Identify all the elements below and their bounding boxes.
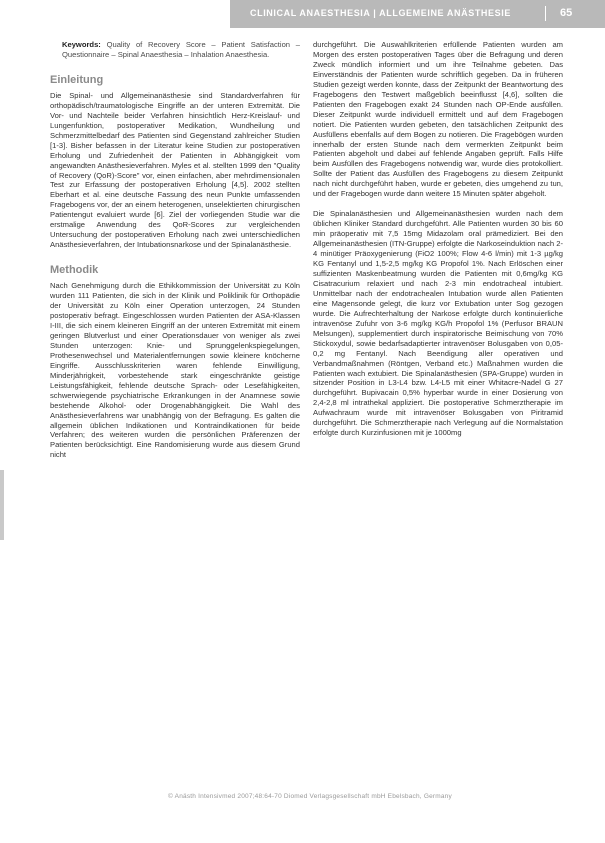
intro-heading: Einleitung [50,73,104,86]
intro-paragraph: Die Spinal- und Allgemeinanästhesie sind Standardverfahren für orthopädisch/traumatologische Eingriffe an der unteren Extremität. Die Vor- und Nachteile beider Verfahren hinsichtlich Herz-Kreislauf- und Lungenfunktion, postoperativer Medikation, Wundheilung und Schmerzmittelbedarf des Patienten sind Gegenstand zahlreicher Studien [1-3]. Bisher befassen in der Literatur keine Studien zur postoperativen Erholung und Zufriedenheit der Patienten in Abhängigkeit vom angewandten Anästhesieverfahren. Myles et al. stellten 1999 den "Quality of Recovery (QoR)-Score" vor, einen einfachen, aber mehrdimensionalen Test zur Erfassung der postoperativen Erholung [4,5]. 2002 stellten Eberhart et al. eine deutsche Fassung des neun Punkte umfassenden Fragebogens vor, der an einem heterogenen, unselektierten chirurgischen Patientengut evaluiert wurde [6]. Ziel der vorliegenden Studie war die erstmalige Anwendung des QoR-Scores zur vergleichenden Untersuchung der postoperativen Erholung nach zwei unterschiedlichen Anästhesieverfahren, der Intubationsnarkose und der Spinalanästhesie. [50,90,300,250]
copyright-footer: © Anästh Intensivmed 2007;48:64-70 Diomed Verlagsgesellschaft mbH Ebelsbach, Germany [168,793,452,800]
anaesthesia-paragraph: Die Spinalanästhesien und Allgemeinanästhesien wurden nach dem üblichen Kliniker Standard durchgeführt. Alle Patienten wurden 30 bis 60 min präoperativ mit 7,5 15mg Midazolam oral prämediziert. Bei den Allgemeinanästhesien (ITN-Gruppe) erfolgte die Narkoseinduktion nach 2-4 minütiger Präoxygenierung (FiO2 100%; Flow 4-6 l/min) mit 1-3 µg/kg KG Fentanyl und 1,5-2,5 mg/kg KG Propofol 1%. Nach Erlöschen einer suffizienten Maskenbeatmung wurden die Patienten mit 0,6mg/kg KG Cisatracurium relaxiert und nach 2-3 min endotracheal intubiert. Unmittelbar nach der endotrachealen Intubation wurde allen Patienten eine Magensonde gelegt, die kurz vor Extubation unter Sog gezogen wurde. Die Aufrechterhaltung der Narkose erfolgte durch kontinuierliche intravenöse Zufuhr von 3-6 mg/kg KG/h Propofol 1% (Perfusor BRAUN Melsungen), supplementiert durch inspiratorische Beimischung von 70% Stickoxydul, sowie bedarfsadaptierter intravenöser Bolusgaben von 0,05-0,2 mg Fentanyl. Nach Beendigung aller operativen und Verbandmaßnahmen (Röntgen, Verband etc.) Maßnahmen wurden die Patienten wach extubiert. Die Spinalanästhesien (SPA-Gruppe) wurden in sitzender Position in L3-L4 bzw. L4-L5 mit einer Whitacre-Nadel G 27 durchgeführt. Bupivacain 0,5% hyperbar wurde in einer Dosierung von 2,4-2,8 ml intrathekal appliziert. Die postoperative Schmerztherapie im Aufwachraum wurde mit intravenöser Bolusgaben von Piritramid durchgeführt. Die Schmerztherapie nach Verlegung auf die Normalstation erfolgte durch Kurzinfusionen mit je 1000mg [313,209,563,438]
paragraph-spacer [313,199,563,209]
journal-title: CLINICAL ANAESTHESIA | ALLGEMEINE ANÄSTHESIE [250,8,511,18]
journal-header-bar [230,0,605,28]
page-number: 65 [560,7,573,19]
right-column [313,40,563,438]
left-column [50,40,300,460]
keywords-label: Keywords: [62,40,101,49]
keywords-text: Quality of Recovery Score – Patient Satisfaction – Questionnaire – Spinal Anaesthesia – Inhalation Anaesthesia. [62,40,300,59]
methods-paragraph: Nach Genehmigung durch die Ethikkommission der Universität zu Köln wurden 111 Patienten, die sich in der Klinik und Poliklinik für Orthopädie der Universität zu Köln einer Operation unterzogen, 24 Stunden postoperativ befragt. Eingeschlossen wurden Patienten der ASA-Klassen I-III, die sich einem kleineren Eingriff an der unteren Extremität mit einem geringen Blutverlust und einer Operationsdauer von weniger als zwei Stunden unterzogen: Knie- und Sprunggelenkspiegelungen, Prothesenwechsel und Materialentfernungen sowie kleinere knöcherne Eingriffe. Ausschlusskriterien waren fehlende Einwilligung, Minderjährigkeit, vorbestehende stark eingeschränkte geistige Leistungsfähigkeit, fehlende deutsche Sprach- oder Lesefähigkeiten, schwerwiegende psychiatrische Erkrankungen in der Anamnese sowie bestehende Alkohol- oder Drogenabhängigkeit. Die Wahl des Anästhesieverfahrens war unabhängig von der Befragung. Es galten die allgemein üblichen Indikationen und Kontraindikationen für beide Verfahren; des weiteren wurden die persönlichen Präferenzen der Patienten berücksichtigt. Eine Randomisierung wurde aus diesem Grund nicht [50,281,300,460]
keywords-paragraph [62,40,300,60]
header-divider [545,6,546,21]
margin-edge-mark [0,470,4,540]
procedure-paragraph: durchgeführt. Die Auswahlkriterien erfüllende Patienten wurden am Morgen des ersten postoperativen Tages über die Befragung und deren Zweck mündlich informiert und um ihre Teilnahme gebeten. Das Einverständnis der Patienten wurde schriftlich gegeben. Da in früheren Studien gezeigt werden konnte, dass der Zeitpunkt der Beantwortung des Fragebogens den Testwert maßgeblich beeinflusst [4,6], sollten die Patienten den Fragebogen exakt 24 Stunden nach OP-Ende ausfüllen. Dieser Zeitpunkt wurde individuell ermittelt und auf dem Fragebogen notiert. Die Patienten wurden gebeten, den tatsächlichen Zeitpunkt des Ausfüllens ebenfalls auf dem Bogen zu notieren. Die Fragebögen wurden innerhalb der ersten Stunde nach dem vermerkten Zeitpunkt beim Patienten abgeholt und dabei auf fehlende Angaben geprüft. Falls Hilfe beim Ausfüllen des Fragebogens notwendig war, wurde dies protokolliert. Sollte der Patient das Ausfüllen des Fragebogens zu diesem Zeitpunkt nach nicht durchgeführt haben, wurde er gebeten, dies umgehend zu tun, und der Fragebogen wurde dann weitere 15 Minuten später abgeholt. [313,40,563,199]
methods-heading: Methodik [50,264,99,277]
